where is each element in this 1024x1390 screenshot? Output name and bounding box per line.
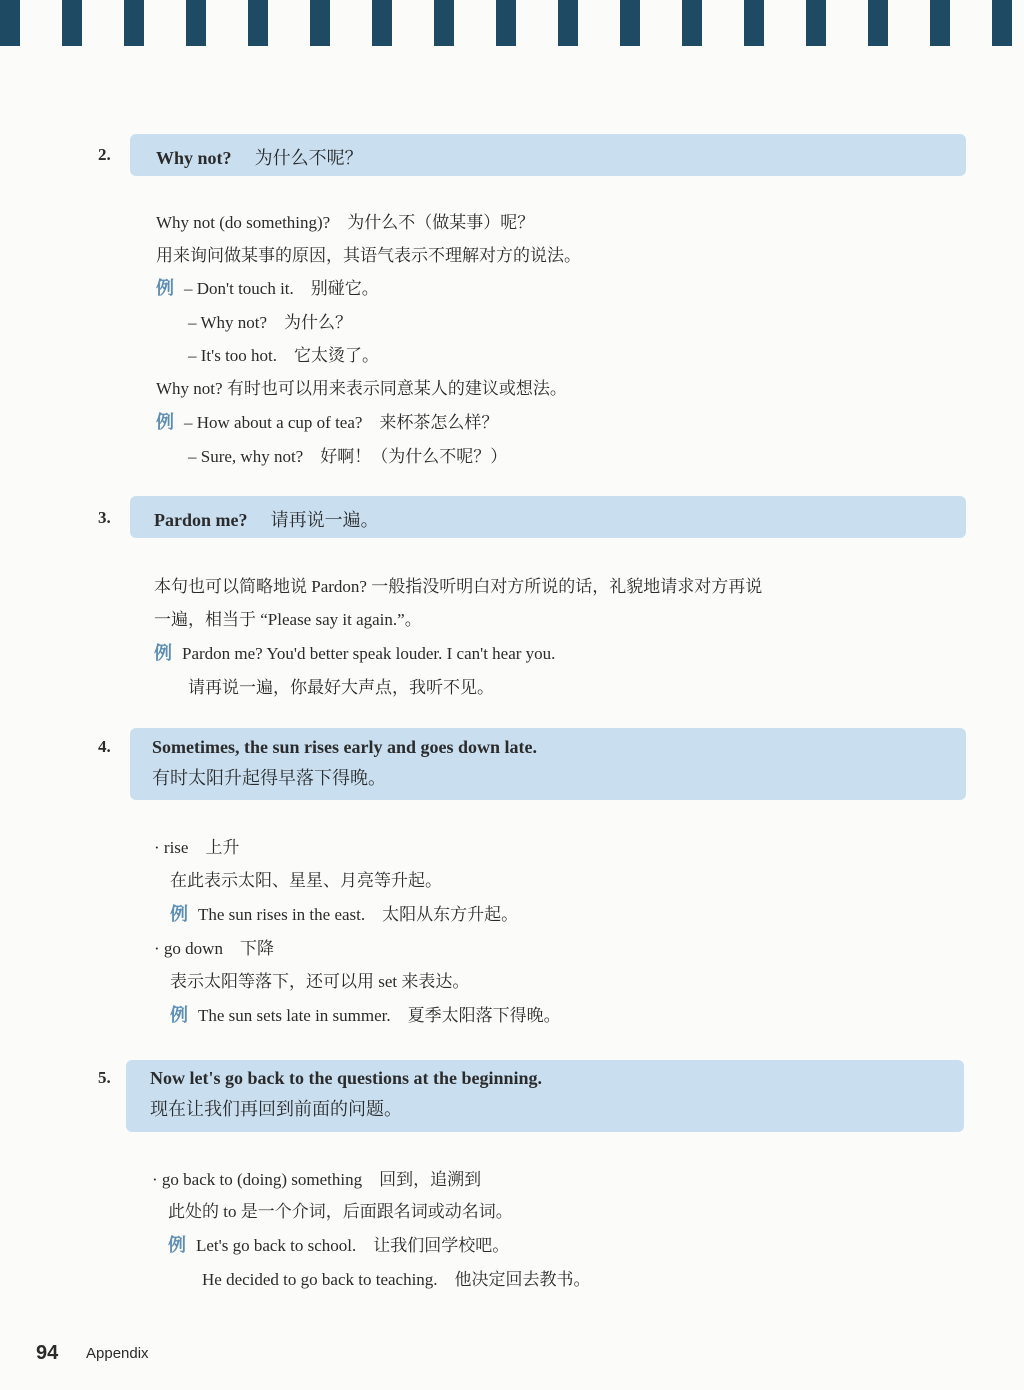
example-marker-icon: 例 — [156, 412, 174, 432]
section-title-zh: 为什么不呢？ — [254, 148, 363, 169]
section-header — [130, 134, 966, 176]
page-number: 94 — [36, 1342, 59, 1364]
example-marker-icon: 例 — [154, 643, 172, 663]
top-stripe-bar — [0, 0, 1024, 46]
text-line: Why not? 有时也可以用来表示同意某人的建议或想法。 — [156, 379, 567, 398]
text-line: 此处的 to 是一个介词，后面跟名词或动名词。 — [168, 1202, 513, 1221]
example-line: Let's go back to school. 让我们回学校吧。 — [196, 1236, 510, 1255]
section-title-zh: 有时太阳升起得早落下得晚。 — [152, 768, 386, 789]
section-title-en: Now let's go back to the questions at the beginning. — [150, 1068, 543, 1088]
text-line: 一遍，相当于 “Please say it again.”。 — [154, 610, 422, 629]
section-header — [130, 496, 966, 538]
text-line: 本句也可以简略地说 Pardon? 一般指没听明白对方所说的话，礼貌地请求对方再说 — [154, 577, 763, 596]
example-marker-icon: 例 — [156, 278, 174, 298]
section-title-en: Why not? — [156, 148, 232, 168]
text-line: 在此表示太阳、星星、月亮等升起。 — [170, 871, 442, 890]
section-header — [126, 1060, 964, 1132]
section-title-zh: 现在让我们再回到前面的问题。 — [150, 1099, 402, 1120]
example-line: The sun rises in the east. 太阳从东方升起。 — [198, 905, 519, 924]
example-marker-icon: 例 — [168, 1235, 186, 1255]
example-line: – How about a cup of tea? 来杯茶怎么样？ — [184, 413, 499, 432]
footer-label: Appendix — [86, 1345, 149, 1362]
example-marker-icon: 例 — [170, 904, 188, 924]
example-line: The sun sets late in summer. 夏季太阳落下得晚。 — [198, 1006, 561, 1025]
example-line: – Why not? 为什么？ — [188, 313, 353, 332]
example-line: Pardon me? You'd better speak louder. I can't hear you. — [182, 644, 556, 663]
section-number: 4. — [98, 737, 111, 756]
text-line: · go down 下降 — [154, 939, 274, 958]
section-number: 3. — [98, 508, 111, 527]
example-line: 请再说一遍，你最好大声点，我听不见。 — [188, 678, 494, 697]
text-line: · go back to (doing) something 回到，追溯到 — [152, 1170, 482, 1189]
section-number: 2. — [98, 145, 111, 164]
text-line: Why not (do something)? 为什么不（做某事）呢？ — [156, 213, 535, 232]
example-line: He decided to go back to teaching. 他决定回去教书。 — [202, 1270, 591, 1289]
example-marker-icon: 例 — [170, 1005, 188, 1025]
example-line: – It's too hot. 它太烫了。 — [188, 346, 380, 365]
example-line: – Sure, why not? 好啊！（为什么不呢？） — [188, 447, 508, 466]
example-line: – Don't touch it. 别碰它。 — [184, 279, 379, 298]
text-line: 表示太阳等落下，还可以用 set 来表达。 — [170, 972, 470, 991]
section-header — [130, 728, 966, 800]
section-title-en: Sometimes, the sun rises early and goes down late. — [152, 737, 537, 757]
text-line: 用来询问做某事的原因，其语气表示不理解对方的说法。 — [156, 246, 581, 265]
section-number: 5. — [98, 1068, 111, 1087]
section-title-en: Pardon me? — [154, 510, 248, 530]
section-title-zh: 请再说一遍。 — [270, 510, 379, 531]
text-line: · rise 上升 — [154, 838, 240, 857]
